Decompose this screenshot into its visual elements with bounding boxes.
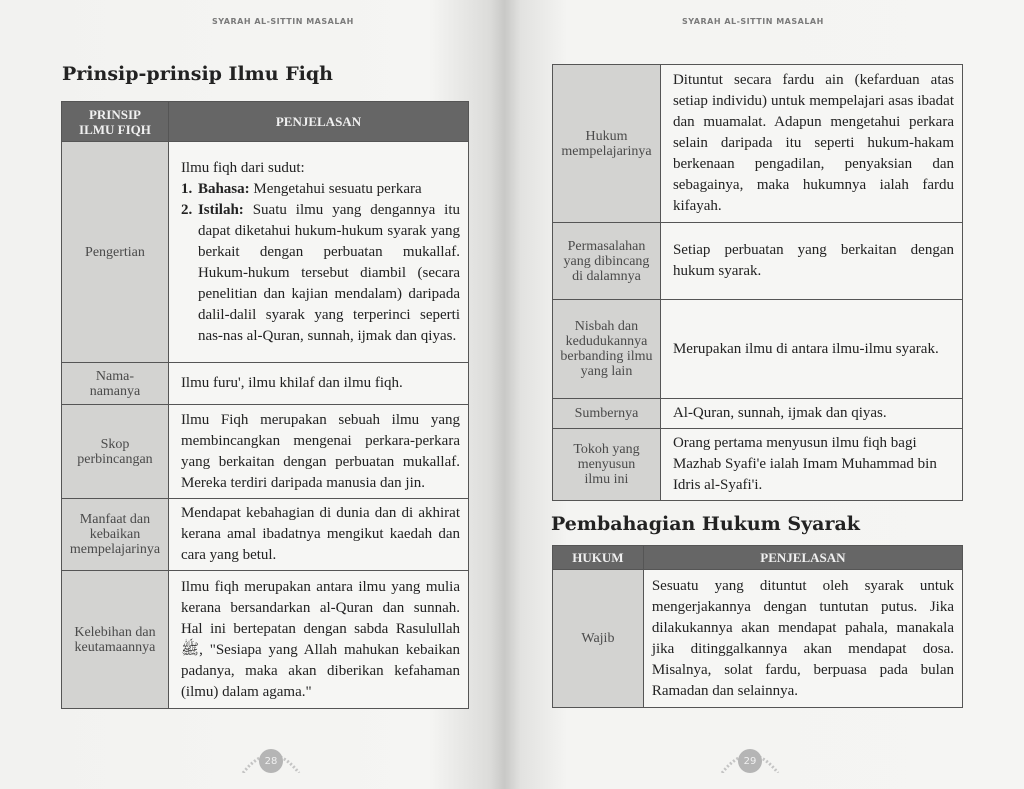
row-label: Nisbah dan kedudukannya berbanding ilmu yang lain [553, 300, 661, 399]
table-row [62, 571, 469, 709]
item-term: Bahasa: [197, 180, 250, 197]
right-page [505, 0, 1024, 789]
table-row [553, 223, 963, 300]
table-row [553, 65, 963, 223]
table-row [62, 363, 469, 405]
table-row [62, 142, 469, 363]
row-label: Tokoh yang menyusun ilmu ini [553, 429, 661, 501]
table-row [553, 399, 963, 429]
row-description [168, 142, 468, 363]
page-number-badge [241, 743, 301, 773]
item-term: Istilah: [197, 201, 244, 218]
row-description: Mendapat kebahagian di dunia dan di akhirat kerana amal ibadatnya mengikut kaedah dan cara yang betul. [168, 499, 468, 571]
principles-table-continued [552, 64, 963, 501]
row-label: Pengertian [62, 142, 169, 363]
row-label: Skop perbincangan [62, 405, 169, 499]
header-explanation: PENJELASAN [643, 546, 962, 570]
table-row [62, 405, 469, 499]
row-description: Ilmu Fiqh merupakan sebuah ilmu yang membincangkan mengenai perkara-perkara yang berkaitan dengan perbuatan mukallaf. Mereka terdiri daripada manusia dan jin. [168, 405, 468, 499]
item-number: 1. [180, 180, 193, 197]
row-description: Merupakan ilmu di antara ilmu-ilmu syarak. [660, 300, 962, 399]
running-head: SYARAH AL-SITTIN MASALAH [682, 17, 824, 26]
row-description: Al-Quran, sunnah, ijmak dan qiyas. [660, 399, 962, 429]
row-label: Sumbernya [553, 399, 661, 429]
row-description: Orang pertama menyusun ilmu fiqh bagi Mazhab Syafi'e ialah Imam Muhammad bin Idris al-Syafi'i. [660, 429, 962, 501]
hukum-table [552, 545, 963, 708]
row-description: Sesuatu yang dituntut oleh syarak untuk mengerjakannya dengan tuntutan putus. Jika dilakukannya akan mendapat pahala, manakala jika ditinggalkannya akan mendapat dosa. Misalnya, solat fardu, berpuasa pada bulan Ramadan dan selainnya. [643, 570, 962, 708]
page-number: 28 [259, 749, 283, 773]
section-title: Pembahagian Hukum Syarak [551, 513, 860, 535]
definition-item-istilah [181, 200, 460, 347]
page-title: Prinsip-prinsip Ilmu Fiqh [62, 63, 334, 85]
table-row [62, 499, 469, 571]
row-label: Manfaat dan kebaikan mempelajarinya [62, 499, 169, 571]
row-description: Dituntut secara fardu ain (kefarduan atas setiap individu) untuk mempelajari asas ibadat dan muamalat. Adapun mengetahui perkara selain daripada itu seperti hukum-hakam berkenaan pengadilan, penyaksian dan sebagainya, maka hukumnya ialah fardu kifayah. [660, 65, 962, 223]
page-number-badge [720, 743, 780, 773]
table-row [553, 429, 963, 501]
page-number: 29 [738, 749, 762, 773]
row-label: Kelebihan dan keutamaannya [62, 571, 169, 709]
running-head: SYARAH AL-SITTIN MASALAH [212, 17, 354, 26]
definition-intro: Ilmu fiqh dari sudut: [180, 159, 305, 176]
table-row [553, 300, 963, 399]
row-label: Permasalahan yang dibincang di dalamnya [553, 223, 661, 300]
item-number: 2. [180, 201, 193, 218]
item-text: Suatu ilmu yang dengannya itu dapat diketahui hukum-hukum syarak yang berkait dengan perbuatan mukallaf. Hukum-hukum tersebut diambil (secara penelitian dan kajian mendalam) daripada dalil-dalil syarak yang terperinci seperti nas-nas al-Quran, sunnah, ijmak dan qiyas. [197, 201, 461, 344]
header-principle: PRINSIP ILMU FIQH [62, 102, 169, 142]
row-label: Nama-namanya [62, 363, 169, 405]
row-label: Wajib [553, 570, 644, 708]
principles-table [61, 101, 469, 709]
table-row [553, 570, 963, 708]
header-hukum: HUKUM [553, 546, 644, 570]
row-description: Ilmu furu', ilmu khilaf dan ilmu fiqh. [168, 363, 468, 405]
left-page [0, 0, 505, 789]
header-explanation: PENJELASAN [168, 102, 468, 142]
row-label: Hukum mempelajarinya [553, 65, 661, 223]
row-description: Ilmu fiqh merupakan antara ilmu yang mulia kerana bersandarkan al-Quran dan sunnah. Hal ini bertepatan dengan sabda Rasulullah ﷺ, "Sesiapa yang Allah mahukan kebaikan padanya, maka akan diberikan kefahaman (ilmu) dalam agama." [168, 571, 468, 709]
definition-item-bahasa [181, 179, 460, 200]
item-text: Mengetahui sesuatu perkara [253, 180, 422, 197]
row-description: Setiap perbuatan yang berkaitan dengan hukum syarak. [660, 223, 962, 300]
